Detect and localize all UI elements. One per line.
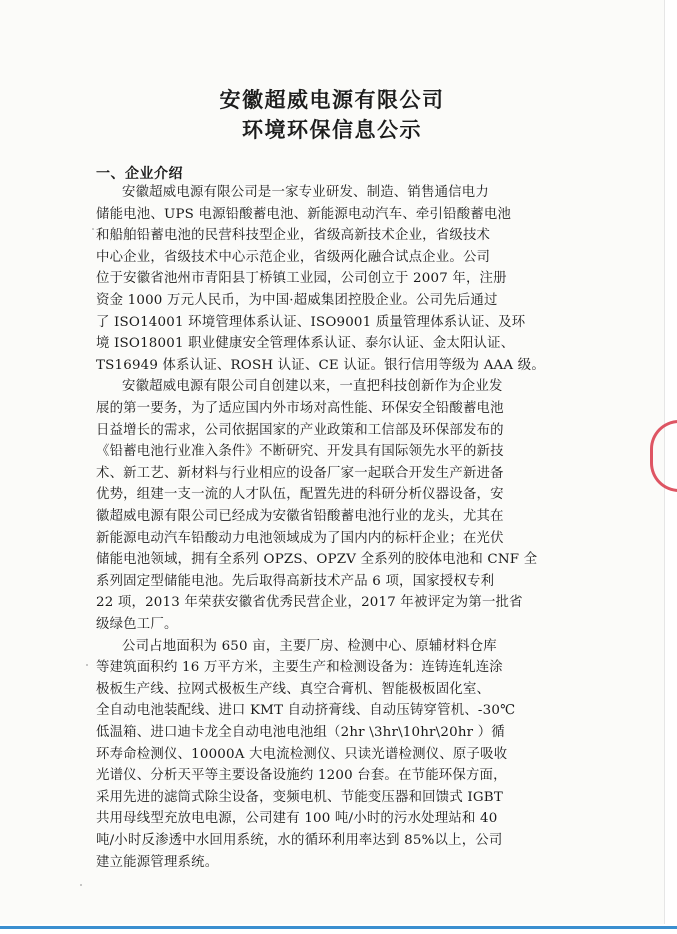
body-text-line: 位于安徽省池州市青阳县丁桥镇工业园，公司创立于 2007 年，注册 [96, 271, 507, 287]
body-text-line: 低温箱、进口迪卡龙全自动电池电池组（2hr \3hr\10hr\20hr ）循 [96, 725, 505, 740]
body-text-line: 术、新工艺、新材料与行业相应的设备厂家一起联合开发生产新进备 [96, 465, 504, 481]
body-text-line: 徽超威电源有限公司已经成为安徽省铅酸蓄电池行业的龙头，尤其在 [96, 509, 504, 524]
document-title: 安徽超威电源有限公司 [219, 87, 445, 112]
body-text-line: 和船舶铅蓄电池的民营科技型企业，省级高新技术企业，省级技术 [96, 228, 491, 244]
document-subtitle: 环境环保信息公示 [242, 117, 422, 142]
section-heading: 一、企业介绍 [96, 166, 183, 182]
body-text-line: 储能电池领域，拥有全系列 OPZS、OPZV 全系列的胶体电池和 CNF 全 [96, 552, 538, 568]
body-text-line: 资金 1000 万元人民币，为中国·超威集团控股企业。公司先后通过 [96, 293, 498, 308]
body-text-line: 共用母线型充放电电源，公司建有 100 吨/小时的污水处理站和 40 [96, 811, 498, 827]
body-text-line: 建立能源管理系统。 [96, 854, 219, 870]
body-text-line: 储能电池、UPS 电源铅酸蓄电池、新能源电动汽车、牵引铅酸蓄电池 [96, 206, 512, 222]
body-text-line: 了 ISO14001 环境管理体系认证、ISO9001 质量管理体系认证、及环 [96, 314, 526, 330]
body-text-line: 安徽超威电源有限公司自创建以来，一直把科技创新作为企业发 [122, 379, 503, 395]
scan-speck [80, 884, 82, 886]
body-text-line: 境 ISO18001 职业健康安全管理体系认证、泰尔认证、金太阳认证、 [96, 336, 515, 352]
body-text-line: 光谱仪、分析天平等主要设备设施约 1200 台套。在节能环保方面， [96, 768, 507, 784]
body-text-line: 极板生产线、拉网式极板生产线、真空合膏机、智能极板固化室、 [96, 681, 491, 697]
red-seal-stamp [650, 420, 677, 492]
body-text-line: 级绿色工厂。 [96, 617, 178, 632]
body-text-line: TS16949 体系认证、ROSH 认证、CE 认证。银行信用等级为 AAA 级。 [96, 357, 545, 373]
body-text-line: 公司占地面积为 650 亩，主要厂房、检测中心、原辅材料仓库 [122, 638, 497, 654]
body-text-line: 优势，组建一支一流的人才队伍，配置先进的科研分析仪器设备，安 [96, 487, 504, 503]
viewer-bottom-border [0, 926, 677, 929]
body-text-line: 吨/小时反渗透中水回用系统，水的循环利用率达到 85%以上，公司 [96, 833, 503, 848]
body-text-line: 新能源电动汽车铅酸动力电池领域成为了国内内的标杆企业；在光伏 [96, 530, 504, 546]
body-text-line: 中心企业，省级技术中心示范企业，省级两化融合试点企业。公司 [96, 249, 491, 265]
body-text-line: 日益增长的需求，公司依据国家的产业政策和工信部及环保部发布的 [96, 422, 504, 438]
body-text-line: 《铅蓄电池行业准入条件》不断研究、开发具有国际领先水平的新技 [96, 444, 504, 460]
scan-speck [92, 228, 94, 230]
body-text-line: 全自动电池装配线、进口 KMT 自动挤膏线、自动压铸穿管机、-30℃ [96, 703, 516, 719]
body-text-line: 系列固定型储能电池。先后取得高新技术产品 6 项，国家授权专利 [96, 573, 495, 589]
scan-speck [86, 664, 88, 666]
body-text-line: 安徽超威电源有限公司是一家专业研发、制造、销售通信电力 [122, 185, 489, 200]
body-text-line: 环寿命检测仪、10000A 大电流检测仪、只读光谱检测仪、原子吸收 [96, 746, 508, 762]
body-text-line: 等建筑面积约 16 万平方米，主要生产和检测设备为：连铸连轧连涂 [96, 660, 503, 676]
body-text-line: 展的第一要务，为了适应国内外市场对高性能、环保安全铅酸蓄电池 [96, 401, 504, 416]
body-text-line: 22 项，2013 年荣获安徽省优秀民营企业，2017 年被评定为第一批省 [96, 595, 523, 611]
body-text-line: 采用先进的滤筒式除尘设备，变频电机、节能变压器和回馈式 IGBT [96, 789, 503, 805]
